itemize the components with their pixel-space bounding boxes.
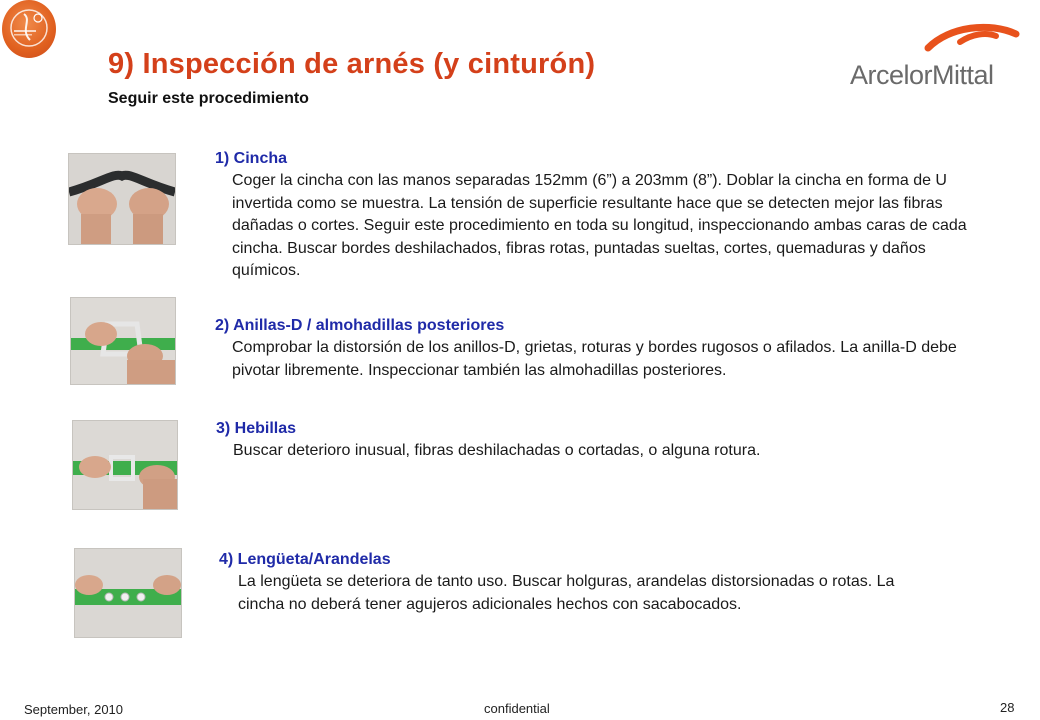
d-ring-photo	[70, 297, 176, 385]
buckle-photo	[72, 420, 178, 510]
item-4-heading: 4) Lengüeta/Arandelas	[219, 551, 391, 568]
item-3-heading: 3) Hebillas	[216, 420, 297, 437]
company-logo-text: ArcelorMittal	[850, 60, 994, 90]
footer-date: September, 2010	[24, 702, 124, 717]
webbing-bend-photo	[68, 153, 176, 245]
footer-classification: confidential	[484, 701, 550, 716]
tongue-grommets-photo	[74, 548, 182, 638]
page-title: 9) Inspección de arnés (y cinturón)	[108, 48, 596, 80]
item-4-body: La lengüeta se deteriora de tanto uso. Buscar holguras, arandelas distorsionadas o rotas. La cincha no deberá tener agujeros adicionales hechos con sacabocados.	[238, 573, 895, 613]
item-2-body: Comprobar la distorsión de los anillos-D, grietas, roturas y bordes rugosos o afilados. La anilla-D debe pivotar libremente. Inspeccionar también las almohadillas posteriores.	[232, 339, 957, 379]
item-1-heading: 1) Cincha	[215, 150, 288, 167]
item-1-body: Coger la cincha con las manos separadas 152mm (6”) a 203mm (8”). Doblar la cincha en forma de U invertida como se muestra. La tensión de superficie resultante hace que se detecten mejor las fibras dañadas o cortes. Seguir este procedimiento en toda su longitud, inspeccionando ambas caras de cada cincha. Buscar bordes deshilachados, fibras rotas, puntadas sueltas, cortes, quemaduras y daños químicos.	[232, 172, 967, 279]
page-number: 28	[1000, 700, 1015, 715]
page-subtitle: Seguir este procedimiento	[108, 90, 309, 107]
health-safety-badge-icon	[2, 0, 56, 58]
item-2-heading: 2) Anillas-D / almohadillas posteriores	[215, 317, 505, 334]
item-3-body: Buscar deterioro inusual, fibras deshilachadas o cortadas, o alguna rotura.	[233, 442, 761, 459]
arcelormittal-arc-icon	[920, 18, 1020, 63]
